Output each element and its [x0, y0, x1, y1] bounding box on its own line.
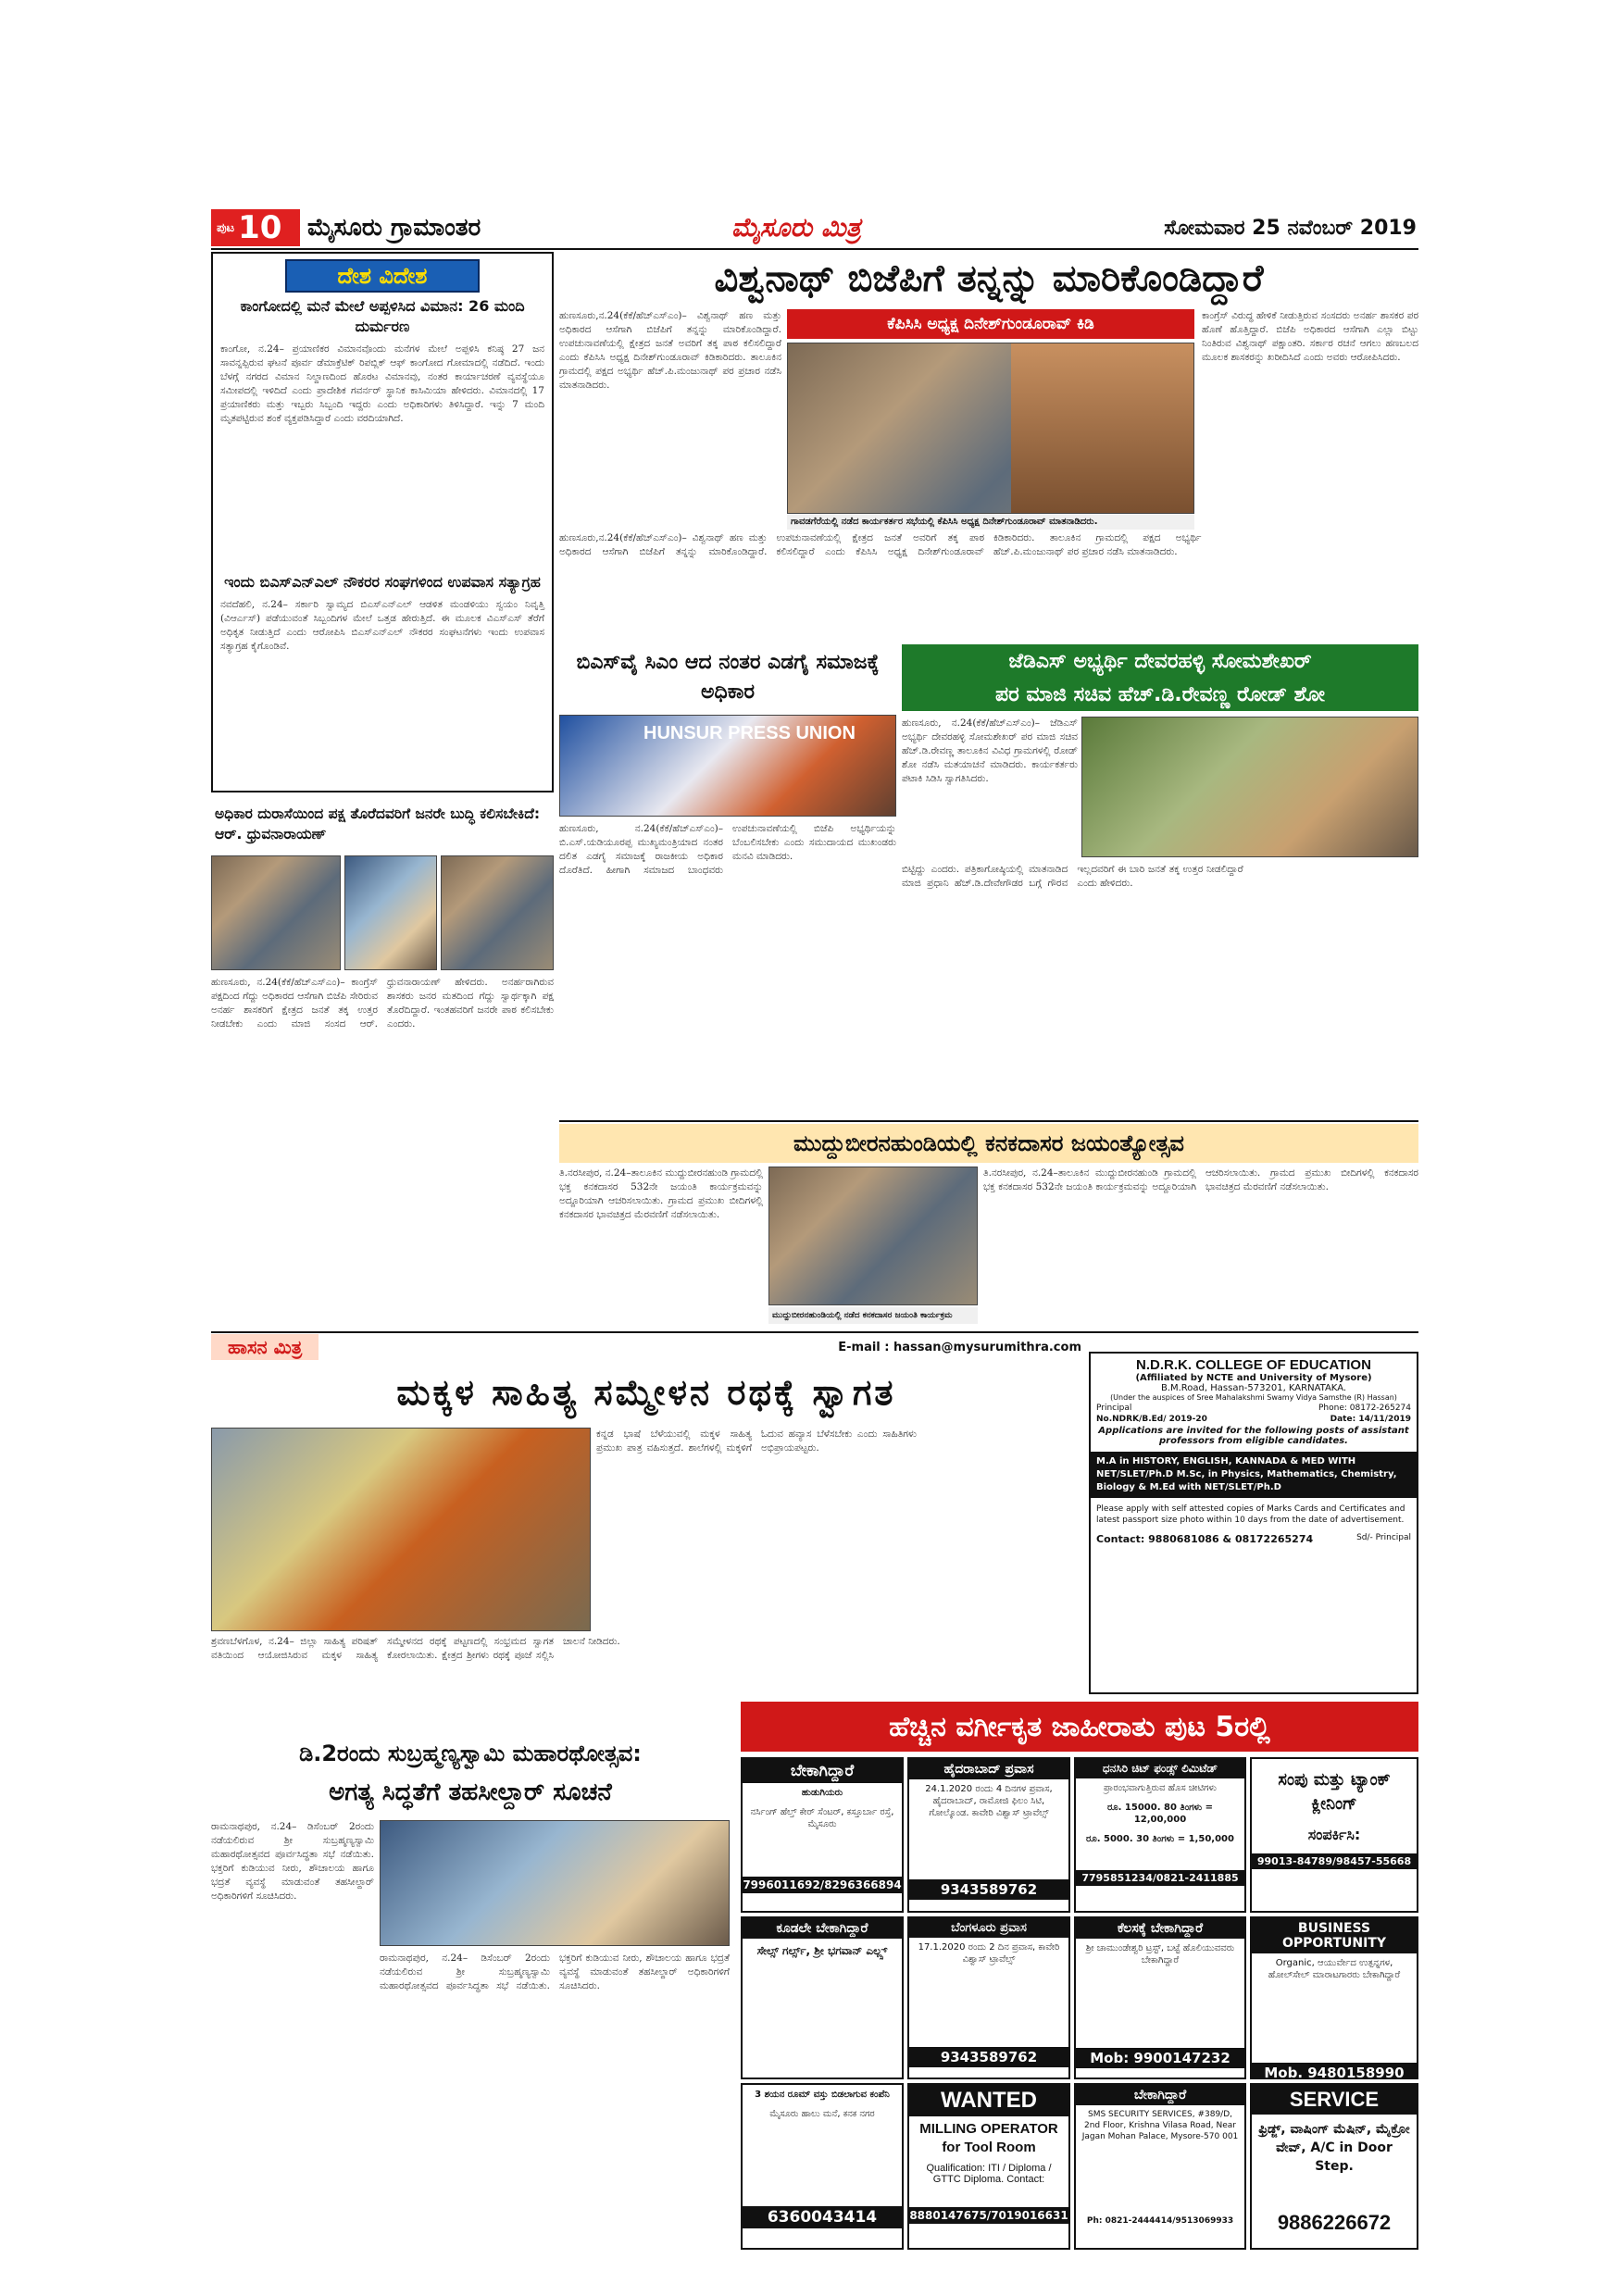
college-date: Date: 14/11/2019: [1330, 1415, 1411, 1424]
college-instruction: Please apply with self attested copies of Marks Cards and Certificates and latest passport size photo within 10 days from the date of advertisement.: [1096, 1504, 1405, 1525]
classified-5-head: ಕೂಡಲೇ ಬೇಕಾಗಿದ್ದಾರೆ: [743, 1918, 902, 1939]
hassan-email: E-mail : hassan@mysurumithra.com: [838, 1340, 1081, 1354]
classified-10-head: WANTED: [909, 2085, 1068, 2116]
date-line: ಸೋಮವಾರ 25 ನವೆಂಬರ್ 2019: [1164, 216, 1417, 240]
subrahmanya-body: ರಾಮನಾಥಪುರ, ನ.24– ಡಿಸೆಂಬರ್ 2ರಂದು ನಡೆಯಲಿರುವ ಶ್ರೀ ಸುಬ್ರಹ್ಮಣ್ಯಸ್ವಾಮಿ ಮಹಾರಥೋತ್ಸವದ ಪೂರ್ವಸಿದ್ಧತಾ ಸಭೆ ನಡೆಯಿತು. ಭಕ್ತರಿಗೆ ಕುಡಿಯುವ ನೀರು, ಶೌಚಾಲಯ ಹಾಗೂ ಭದ್ರತೆ ವ್ಯವಸ್ಥೆ ಮಾಡುವಂತೆ ತಹಸೀಲ್ದಾರ್ ಅಧಿಕಾರಿಗಳಿಗೆ ಸೂಚಿಸಿದರು.: [211, 1821, 374, 1902]
classified-10: [907, 2083, 1070, 2250]
kanakadasa-headline: ಮುದ್ದುಬೀರನಹುಂಡಿಯಲ್ಲಿ ಕನಕದಾಸರ ಜಯಂತ್ಯೋತ್ಸವ: [559, 1124, 1418, 1163]
classified-12-phone: 9886226672: [1277, 2211, 1392, 2234]
bsy-photo-text: HUNSUR PRESS UNION: [643, 723, 856, 743]
header-rule: [211, 248, 1418, 250]
classified-2: [907, 1757, 1070, 1913]
kanakadasa-body-continued: ತಿ.ನರಸೀಪುರ, ನ.24–ತಾಲೂಕಿನ ಮುದ್ದುಬೀರನಹುಂಡಿ ಗ್ರಾಮದಲ್ಲಿ ಭಕ್ತ ಕನಕದಾಸರ 532ನೇ ಜಯಂತಿ ಕಾರ್ಯಕ್ರಮವನ್ನು ಅದ್ದೂರಿಯಾಗಿ ಆಚರಿಸಲಾಯಿತು. ಗ್ರಾಮದ ಪ್ರಮುಖ ಬೀದಿಗಳಲ್ಲಿ ಕನಕದಾಸರ ಭಾವಚಿತ್ರದ ಮೆರವಣಿಗೆ ನಡೆಸಲಾಯಿತು.: [983, 1167, 1418, 1192]
revanna-photo: [1081, 717, 1418, 857]
classified-2-phone: 9343589762: [909, 1879, 1068, 1900]
revanna-headline-line2: ಪರ ಮಾಜಿ ಸಚಿವ ಹೆಚ್.ಡಿ.ರೇವಣ್ಣ ರೋಡ್ ಶೋ: [995, 682, 1325, 706]
classified-3: [1074, 1757, 1246, 1913]
plane-crash-body: ಕಾಂಗೋ, ನ.24– ಪ್ರಯಾಣಿಕರ ವಿಮಾನವೊಂದು ಮನೆಗಳ ಮೇಲೆ ಅಪ್ಪಳಿಸಿ ಕನಿಷ್ಠ 27 ಜನ ಸಾವನ್ನಪ್ಪಿರುವ ಘಟನೆ ಪೂರ್ವ ಡೆಮಾಕ್ರೆಟಿಕ್ ರಿಪಬ್ಲಿಕ್ ಆಫ್ ಕಾಂಗೋದ ಗೋಮಾದಲ್ಲಿ ನಡೆದಿದೆ. ಇಂದು ಬೆಳಗ್ಗೆ ನಗರದ ವಿಮಾನ ನಿಲ್ದಾಣದಿಂದ ಹೊರಟ ವಿಮಾನವು, ನಂತರ ಕಾರ್ಯಾಚರಣೆ ವ್ಯವಸ್ಥೆಯೂ ಸಮೀಪದಲ್ಲಿ ಇಳಿದಿದೆ ಎಂದು ಪ್ರಾದೇಶಿಕ ಗವರ್ನರ್ ಸ್ಥಾನಿಕ ಕಾಸಿಮಿಯಾ ಹೇಳಿದರು. ವಿಮಾನದಲ್ಲಿ 17 ಪ್ರಯಾಣಿಕರು ಮತ್ತು ಇಬ್ಬರು ಸಿಬ್ಬಂದಿ ಇದ್ದರು ಎಂದು ಅಧಿಕಾರಿಗಳು ತಿಳಿಸಿದ್ದಾರೆ. ಇನ್ನು 7 ಮಂದಿ ಮೃತಪಟ್ಟಿರುವ ಶಂಕೆ ವ್ಯಕ್ತಪಡಿಸಿದ್ದಾರೆ ಎಂದು ವರದಿಯಾಗಿದೆ.: [220, 343, 544, 424]
classified-4-head: ಸಂಪು ಮತ್ತು ಟ್ಯಾಂಕ್ ಕ್ಲೀನಿಂಗ್: [1278, 1770, 1391, 1814]
classified-12-body: ಫ್ರಿಡ್ಜ್, ವಾಷಿಂಗ್ ಮೆಷಿನ್, ಮೈಕ್ರೋ ವೇವ್, A/C in Door Step.: [1258, 2122, 1410, 2174]
classified-4-sub: ಸಂಪರ್ಕಿಸಿ:: [1307, 1826, 1361, 1843]
page-number-box: [211, 209, 300, 246]
revanna-headline-line1: ಜೆಡಿಎಸ್ ಅಭ್ಯರ್ಥಿ ದೇವರಹಳ್ಳಿ ಸೋಮಶೇಖರ್: [1008, 649, 1312, 673]
college-contact: Contact: 9880681086 & 08172265274: [1096, 1533, 1314, 1545]
bsy-headline: ಬಿಎಸ್‌ವೈ ಸಿಎಂ ಆದ ನಂತರ ಎಡಗೈ ಸಮಾಜಕ್ಕೆ ಅಧಿಕಾರ: [576, 651, 880, 704]
college-qualification: M.A in HISTORY, ENGLISH, KANNADA & MED WITH NET/SLET/Ph.D M.Sc, in Physics, Mathematics, Chemistry, Biology & M.Ed with NET/SLET/Ph.D: [1091, 1452, 1417, 1498]
classified-10-phone: 8880147675/7019016631: [909, 2209, 1068, 2222]
subrahmanya-body-continued: ರಾಮನಾಥಪುರ, ನ.24– ಡಿಸೆಂಬರ್ 2ರಂದು ನಡೆಯಲಿರುವ ಶ್ರೀ ಸುಬ್ರಹ್ಮಣ್ಯಸ್ವಾಮಿ ಮಹಾರಥೋತ್ಸವದ ಪೂರ್ವಸಿದ್ಧತಾ ಸಭೆ ನಡೆಯಿತು. ಭಕ್ತರಿಗೆ ಕುಡಿಯುವ ನೀರು, ಶೌಚಾಲಯ ಹಾಗೂ ಭದ್ರತೆ ವ್ಯವಸ್ಥೆ ಮಾಡುವಂತೆ ತಹಸೀಲ್ದಾರ್ ಅಧಿಕಾರಿಗಳಿಗೆ ಸೂಚಿಸಿದರು.: [380, 1953, 730, 1991]
classified-8-head: BUSINESS OPPORTUNITY: [1252, 1918, 1417, 1953]
lead-body-left: ಹುಣಸೂರು,ನ.24(ಕೆಕೆ/ಹೆಚ್‌ಎಸ್‌ಎಂ)– ವಿಶ್ವನಾಥ್ ಹಣ ಮತ್ತು ಅಧಿಕಾರದ ಆಸೆಗಾಗಿ ಬಿಜೆಪಿಗೆ ತನ್ನನ್ನು ಮಾರಿಕೊಂಡಿದ್ದಾರೆ. ಉಪಚುನಾವಣೆಯಲ್ಲಿ ಕ್ಷೇತ್ರದ ಜನತೆ ಅವರಿಗೆ ತಕ್ಕ ಪಾಠ ಕಲಿಸಲಿದ್ದಾರೆ ಎಂದು ಕೆಪಿಸಿಸಿ ಅಧ್ಯಕ್ಷ ದಿನೇಶ್‌ಗುಂಡೂರಾವ್ ಕಿಡಿಕಾರಿದರು. ತಾಲೂಕಿನ ಗ್ರಾಮದಲ್ಲಿ ಪಕ್ಷದ ಅಭ್ಯರ್ಥಿ ಹೆಚ್.ಪಿ.ಮಂಜುನಾಥ್ ಪರ ಪ್ರಚಾರ ನಡೆಸಿ ಮಾತನಾಡಿದರು.: [559, 310, 781, 391]
college-sign: Sd/- Principal: [1356, 1533, 1411, 1542]
classified-7-body: ಶ್ರೀ ಚಾಮುಂಡೇಶ್ವರಿ ಟ್ರಸ್ಟ್, ಬಟ್ಟೆ ಹೊಲಿಯುವವರು ಬೇಕಾಗಿದ್ದಾರೆ: [1085, 1943, 1235, 1965]
revanna-headline-box: [902, 644, 1418, 711]
classified-12: [1250, 2083, 1418, 2250]
masthead: ಮೈಸೂರು ಮಿತ್ರ: [731, 212, 861, 243]
classified-4-phone: 99013-84789/98457-55668: [1252, 1853, 1417, 1869]
classified-11-body: SMS SECURITY SERVICES, #389/D, 2nd Floor, Krishna Vilasa Road, Near Jagan Mohan Palace, Mysore-570 001: [1081, 2110, 1239, 2141]
hassan-banner-bar: [211, 1335, 1081, 1359]
desha-videsha-banner: ದೇಶ ವಿದೇಶ: [285, 259, 480, 293]
classified-11: [1074, 2083, 1246, 2250]
classified-6-phone: 9343589762: [909, 2047, 1068, 2067]
classified-banner: ಹೆಚ್ಚಿನ ವರ್ಗೀಕೃತ ಜಾಹೀರಾತು ಪುಟ 5ರಲ್ಲಿ: [741, 1702, 1418, 1752]
college-address: B.M.Road, Hassan-573201, KARNATAKA.: [1160, 1383, 1347, 1393]
classified-6-head: ಬೆಂಗಳೂರು ಪ್ರವಾಸ: [909, 1918, 1068, 1938]
lead-kicker: ಕೆಪಿಸಿಸಿ ಅಧ್ಯಕ್ಷ ದಿನೇಶ್‌ಗುಂಡೂರಾವ್ ಕಿಡಿ: [787, 309, 1194, 339]
bsnl-headline: ಇಂದು ಬಿಎಸ್ಎನ್ಎಲ್ ನೌಕರರ ಸಂಘಗಳಿಂದ ಉಪವಾಸ ಸತ್ಯಾಗ್ರಹ: [224, 573, 541, 591]
kanakadasa-body: ತಿ.ನರಸೀಪುರ, ನ.24–ತಾಲೂಕಿನ ಮುದ್ದುಬೀರನಹುಂಡಿ ಗ್ರಾಮದಲ್ಲಿ ಭಕ್ತ ಕನಕದಾಸರ 532ನೇ ಜಯಂತಿ ಕಾರ್ಯಕ್ರಮವನ್ನು ಅದ್ದೂರಿಯಾಗಿ ಆಚರಿಸಲಾಯಿತು. ಗ್ರಾಮದ ಪ್ರಮುಖ ಬೀದಿಗಳಲ್ಲಿ ಕನಕದಾಸರ ಭಾವಚಿತ್ರದ ಮೆರವಣಿಗೆ ನಡೆಸಲಾಯಿತು.: [559, 1167, 763, 1220]
hassan-banner: ಹಾಸನ ಮಿತ್ರ: [211, 1334, 319, 1360]
lead-headline: ವಿಶ್ವನಾಥ್ ಬಿಜೆಪಿಗೆ ತನ್ನನ್ನು ಮಾರಿಕೊಂಡಿದ್ದಾರೆ: [714, 257, 1264, 300]
desha-videsha-box: [211, 252, 554, 792]
dhruvanarayan-photo-2: [344, 855, 437, 970]
classified-5: [741, 1916, 904, 2079]
subrahmanya-headline-line2: ಅಗತ್ಯ ಸಿದ್ಧತೆಗೆ ತಹಸೀಲ್ದಾರ್ ಸೂಚನೆ: [329, 1778, 612, 1806]
hassan-rule: [211, 1331, 1418, 1333]
classified-6-body: 17.1.2020 ರಂದು 2 ದಿನ ಪ್ರವಾಸ, ಕಾವೇರಿ ವಿಶ್ವಾಸ್ ಟ್ರಾವೆಲ್ಸ್: [918, 1942, 1060, 1965]
classified-1-phone: 7996011692/8296366894: [743, 1878, 902, 1891]
classified-7-phone: Mob: 9900147232: [1076, 2048, 1244, 2068]
lead-photo-caption: ಗಾವಡಗೆರೆಯಲ್ಲಿ ನಡೆದ ಕಾರ್ಯಕರ್ತರ ಸಭೆಯಲ್ಲಿ ಕೆಪಿಸಿಸಿ ಅಧ್ಯಕ್ಷ ದಿನೇಶ್‌ಗುಂಡೂರಾವ್ ಮಾತನಾಡಿದರು.: [787, 515, 1194, 530]
classified-10-body: Qualification: ITI / Diploma / GTTC Diploma. Contact:: [926, 2163, 1052, 2185]
kanakadasa-photo: [768, 1167, 978, 1305]
classified-2-body: 24.1.2020 ರಂದು 4 ದಿನಗಳ ಪ್ರವಾಸ, ಹೈದರಾಬಾದ್, ರಾಮೋಜಿ ಫಿಲಂ ಸಿಟಿ, ಗೋಲ್ಕೊಂಡ. ಕಾವೇರಿ ವಿಶ್ವಾಸ್ ಟ್ರಾವೆಲ್ಸ್: [925, 1784, 1053, 1818]
classified-11-phone: Ph: 0821-2444414/9513069933: [1086, 2216, 1234, 2226]
revanna-body-continued: ಬಿಟ್ಟಿದ್ದು ಎಂದರು. ಪತ್ರಿಕಾಗೋಷ್ಠಿಯಲ್ಲಿ ಮಾತನಾಡಿದ ಮಾಜಿ ಪ್ರಧಾನಿ ಹೆಚ್.ಡಿ.ದೇವೇಗೌಡರ ಬಗ್ಗೆ ಗೌರವ ಇಲ್ಲದವರಿಗೆ ಈ ಬಾರಿ ಜನತೆ ತಕ್ಕ ಉತ್ತರ ನೀಡಲಿದ್ದಾರೆ ಎಂದು ಹೇಳಿದರು.: [902, 864, 1243, 889]
dhruvanarayan-headline: ಅಧಿಕಾರ ದುರಾಸೆಯಿಂದ ಪಕ್ಷ ತೊರೆದವರಿಗೆ ಜನರೇ ಬುದ್ಧಿ ಕಲಿಸಬೇಕಿದೆ: ಆರ್. ಧ್ರುವನಾರಾಯಣ್: [215, 805, 541, 842]
classified-6: [907, 1916, 1070, 2079]
page-label: ಪುಟ: [217, 220, 235, 235]
classified-1-head: ಬೇಕಾಗಿದ್ದಾರೆ: [743, 1759, 902, 1783]
classified-12-head: SERVICE: [1252, 2085, 1417, 2115]
college-principal: Principal: [1096, 1404, 1132, 1413]
kanakadasa-photo-caption: ಮುದ್ದುಬೀರನಹುಂಡಿಯಲ್ಲಿ ನಡೆದ ಕನಕದಾಸರ ಜಯಂತಿ ಕಾರ್ಯಕ್ರಮ: [768, 1307, 978, 1324]
classified-2-head: ಹೈದರಾಬಾದ್ ಪ್ರವಾಸ: [909, 1759, 1068, 1779]
lead-photo: [787, 343, 1194, 514]
dhruvanarayan-photo-1: [211, 855, 341, 970]
classified-9-body: ಮೈಸೂರು ಹಾಲು ಮನೆ, ಕನಕ ನಗರ: [769, 2109, 875, 2119]
classified-3-head: ಧನಸಿರಿ ಚಿಟ್ ಫಂಡ್ಸ್ ಲಿಮಿಟೆಡ್: [1076, 1759, 1244, 1778]
revanna-body: ಹುಣಸೂರು, ನ.24(ಕೆಕೆ/ಹೆಚ್‌ಎಸ್‌ಎಂ)– ಜೆಡಿಎಸ್ ಅಭ್ಯರ್ಥಿ ದೇವರಹಳ್ಳಿ ಸೋಮಶೇಖರ್ ಪರ ಮಾಜಿ ಸಚಿವ ಹೆಚ್.ಡಿ.ರೇವಣ್ಣ ತಾಲೂಕಿನ ವಿವಿಧ ಗ್ರಾಮಗಳಲ್ಲಿ ರೋಡ್ ಶೋ ನಡೆಸಿ ಮತಯಾಚನೆ ಮಾಡಿದರು. ಕಾರ್ಯಕರ್ತರು ಪಟಾಕಿ ಸಿಡಿಸಿ ಸ್ವಾಗತಿಸಿದರು.: [902, 718, 1078, 784]
hassan-photo: [211, 1428, 591, 1631]
plane-crash-headline: ಕಾಂಗೋದಲ್ಲಿ ಮನೆ ಮೇಲೆ ಅಪ್ಪಳಿಸಿದ ವಿಮಾನ: 26 ಮಂದಿ ದುರ್ಮರಣ: [240, 297, 525, 335]
classified-1: [741, 1757, 904, 1913]
classified-4: [1250, 1757, 1418, 1913]
hassan-body-right: ಕನ್ನಡ ಭಾಷೆ ಬೆಳೆಯುವಲ್ಲಿ ಮಕ್ಕಳ ಸಾಹಿತ್ಯ ಪ್ರಮುಖ ಪಾತ್ರ ವಹಿಸುತ್ತದೆ. ಶಾಲೆಗಳಲ್ಲಿ ಮಕ್ಕಳಿಗೆ ಓದುವ ಹವ್ಯಾಸ ಬೆಳೆಸಬೇಕು ಎಂದು ಸಾಹಿತಿಗಳು ಅಭಿಪ್ರಾಯಪಟ್ಟರು.: [596, 1429, 917, 1454]
section-name: ಮೈಸೂರು ಗ್ರಾಮಾಂತರ: [307, 213, 481, 242]
college-trust: (Under the auspices of Sree Mahalakshmi Swamy Vidya Samsthe (R) Hassan): [1110, 1393, 1397, 1402]
hassan-headline: ಮಕ್ಕಳ ಸಾಹಿತ್ಯ ಸಮ್ಮೇಳನ ರಥಕ್ಕೆ ಸ್ವಾಗತ: [396, 1371, 896, 1413]
classified-10-sub: MILLING OPERATOR for Tool Room: [919, 2121, 1058, 2155]
classified-9-phone: 6360043414: [743, 2206, 902, 2228]
bsy-body: ಹುಣಸೂರು, ನ.24(ಕೆಕೆ/ಹೆಚ್‌ಎಸ್‌ಎಂ)– ಬಿ.ಎಸ್.ಯಡಿಯೂರಪ್ಪ ಮುಖ್ಯಮಂತ್ರಿಯಾದ ನಂತರ ದಲಿತ ಎಡಗೈ ಸಮಾಜಕ್ಕೆ ರಾಜಕೀಯ ಅಧಿಕಾರ ದೊರೆತಿದೆ. ಹೀಗಾಗಿ ಸಮಾಜದ ಬಾಂಧವರು ಉಪಚುನಾವಣೆಯಲ್ಲಿ ಬಿಜೆಪಿ ಅಭ್ಯರ್ಥಿಯನ್ನು ಬೆಂಬಲಿಸಬೇಕು ಎಂದು ಸಮುದಾಯದ ಮುಖಂಡರು ಮನವಿ ಮಾಡಿದರು.: [559, 823, 896, 876]
lead-body-right: ಕಾಂಗ್ರೆಸ್ ವಿರುದ್ಧ ಹೇಳಿಕೆ ನೀಡುತ್ತಿರುವ ಸಂಸದರು ಅನರ್ಹ ಶಾಸಕರ ಪರ ಹೊಣೆ ಹೊತ್ತಿದ್ದಾರೆ. ಬಿಜೆಪಿ ಅಧಿಕಾರದ ಆಸೆಗಾಗಿ ಎಲ್ಲಾ ಬಿಟ್ಟು ನಿಂತಿರುವ ವಿಶ್ವನಾಥ್ ಪಕ್ಷಾಂತರಿ. ಸರ್ಕಾರ ರಚನೆ ಆಗಲು ಹಣಬಲದ ಮೂಲಕ ಶಾಸಕರನ್ನು ಖರೀದಿಸಿದೆ ಎಂದು ಅವರು ಆರೋಪಿಸಿದರು.: [1202, 310, 1418, 363]
classified-1-body: ನರ್ಸಿಂಗ್ ಹೆಲ್ತ್ ಕೇರ್ ಸೆಂಟರ್, ಕಸ್ತೂರ್ಬಾ ರಸ್ತೆ, ಮೈಸೂರು: [750, 1807, 894, 1829]
classified-8-phone: Mob. 9480158990: [1252, 2063, 1417, 2079]
college-title: N.D.R.K. COLLEGE OF EDUCATION: [1136, 1357, 1371, 1373]
classified-7: [1074, 1916, 1246, 2079]
subrahmanya-photo: [380, 1820, 730, 1946]
college-ad: [1089, 1352, 1418, 1694]
classified-9-head: 3 ಶಯನ ರೂಮ್ ವಸ್ತು ಬಿಡಲಾಗುವ ಕಂಪೆನಿ: [755, 2090, 890, 2100]
page-number: 10: [238, 209, 282, 246]
classified-5-body: ಸೇಲ್ಸ್ ಗರ್ಲ್ಸ್, ಶ್ರೀ ಭಗವಾನ್ ಎಲ್ಲ್ಸ್: [756, 1944, 888, 1957]
college-ref: No.NDRK/B.Ed/ 2019-20: [1096, 1415, 1207, 1424]
classified-9: [741, 2083, 904, 2250]
college-affiliation: (Affiliated by NCTE and University of Mysore): [1135, 1373, 1372, 1383]
classified-3-line1: ರೂ. 15000. 80 ತಿಂಗಳು = 12,00,000: [1106, 1803, 1214, 1825]
college-applications: Applications are invited for the following posts of assistant professors from eligible candidates.: [1098, 1426, 1409, 1446]
dhruvanarayan-photo-3: [441, 855, 554, 970]
kanakadasa-rule: [559, 1120, 1418, 1122]
bsnl-body: ನವದೆಹಲಿ, ನ.24– ಸರ್ಕಾರಿ ಸ್ವಾಮ್ಯದ ಬಿಎಸ್ಎನ್ಎಲ್ ಆಡಳಿತ ಮಂಡಳಿಯು ಸ್ವಯಂ ನಿವೃತ್ತಿ (ವಿಆರ್ಎಸ್) ಪಡೆಯುವಂತೆ ಸಿಬ್ಬಂದಿಗಳ ಮೇಲೆ ಒತ್ತಡ ಹೇರುತ್ತಿದೆ. ಈ ಮೂಲಕ ವಿಎಸ್ಎಸ್ ತೆರೆಗೆ ಅಧಿಕೃತ ನೀಡುತ್ತಿದೆ ಎಂದು ಆರೋಪಿಸಿ ಬಿಎಸ್ಎನ್ಎಲ್ ನೌಕರರ ಸಂಘಟನೆಗಳು ಇಂದು ಉಪವಾಸ ಸತ್ಯಾಗ್ರಹ ಕೈಗೊಂಡಿವೆ.: [220, 599, 544, 652]
classified-8-body: Organic, ಆಯುರ್ವೇದ ಉತ್ಪನ್ನಗಳ, ಹೋಲ್‌ಸೇಲ್ ಮಾರಾಟಗಾರರು ಬೇಕಾಗಿದ್ದಾರೆ: [1268, 1958, 1401, 1980]
bsy-photo: [559, 715, 896, 817]
classified-11-head: ಬೇಕಾಗಿದ್ದಾರೆ: [1076, 2085, 1244, 2105]
classified-1-sub: ಹುಡುಗಿಯರು: [801, 1788, 843, 1798]
classified-3-sub: ಪ್ರಾರಂಭವಾಗುತ್ತಿರುವ ಹೊಸ ಚೀಟಿಗಳು: [1103, 1783, 1218, 1793]
hassan-body-left: ಶ್ರವಣಬೆಳಗೊಳ, ನ.24– ಜಿಲ್ಲಾ ಸಾಹಿತ್ಯ ಪರಿಷತ್ ವತಿಯಿಂದ ಆಯೋಜಿಸಿರುವ ಮಕ್ಕಳ ಸಾಹಿತ್ಯ ಸಮ್ಮೇಳನದ ರಥಕ್ಕೆ ಪಟ್ಟಣದಲ್ಲಿ ಸಂಭ್ರಮದ ಸ್ವಾಗತ ಕೋರಲಾಯಿತು. ಕ್ಷೇತ್ರದ ಶ್ರೀಗಳು ರಥಕ್ಕೆ ಪೂಜೆ ಸಲ್ಲಿಸಿ ಚಾಲನೆ ನೀಡಿದರು.: [211, 1636, 620, 1661]
classified-3-line2: ರೂ. 5000. 30 ತಿಂಗಳು = 1,50,000: [1086, 1834, 1234, 1844]
classified-7-head: ಕೆಲಸಕ್ಕೆ ಬೇಕಾಗಿದ್ದಾರೆ: [1076, 1918, 1244, 1939]
dhruvanarayan-body: ಹುಣಸೂರು, ನ.24(ಕೆಕೆ/ಹೆಚ್‌ಎಸ್‌ಎಂ)– ಕಾಂಗ್ರೆಸ್ ಪಕ್ಷದಿಂದ ಗೆದ್ದು ಅಧಿಕಾರದ ಆಸೆಗಾಗಿ ಬಿಜೆಪಿ ಸೇರಿರುವ ಅನರ್ಹ ಶಾಸಕರಿಗೆ ಕ್ಷೇತ್ರದ ಜನತೆ ತಕ್ಕ ಉತ್ತರ ನೀಡಬೇಕು ಎಂದು ಮಾಜಿ ಸಂಸದ ಆರ್. ಧ್ರುವನಾರಾಯಣ್ ಹೇಳಿದರು. ಅನರ್ಹರಾಗಿರುವ ಶಾಸಕರು ಜನರ ಮತದಿಂದ ಗೆದ್ದು ಸ್ವಾರ್ಥಕ್ಕಾಗಿ ಪಕ್ಷ ತೊರೆದಿದ್ದಾರೆ. ಇಂತಹವರಿಗೆ ಜನರೇ ಪಾಠ ಕಲಿಸಬೇಕು ಎಂದರು.: [211, 977, 554, 1029]
subrahmanya-headline-line1: ಡಿ.2ರಂದು ಸುಬ್ರಹ್ಮಣ್ಯಸ್ವಾಮಿ ಮಹಾರಥೋತ್ಸವ:: [299, 1741, 642, 1766]
lead-body-continued: ಹುಣಸೂರು,ನ.24(ಕೆಕೆ/ಹೆಚ್‌ಎಸ್‌ಎಂ)– ವಿಶ್ವನಾಥ್ ಹಣ ಮತ್ತು ಅಧಿಕಾರದ ಆಸೆಗಾಗಿ ಬಿಜೆಪಿಗೆ ತನ್ನನ್ನು ಮಾರಿಕೊಂಡಿದ್ದಾರೆ. ಉಪಚುನಾವಣೆಯಲ್ಲಿ ಕ್ಷೇತ್ರದ ಜನತೆ ಅವರಿಗೆ ತಕ್ಕ ಪಾಠ ಕಲಿಸಲಿದ್ದಾರೆ ಎಂದು ಕೆಪಿಸಿಸಿ ಅಧ್ಯಕ್ಷ ದಿನೇಶ್‌ಗುಂಡೂರಾವ್ ಕಿಡಿಕಾರಿದರು. ತಾಲೂಕಿನ ಗ್ರಾಮದಲ್ಲಿ ಪಕ್ಷದ ಅಭ್ಯರ್ಥಿ ಹೆಚ್.ಪಿ.ಮಂಜುನಾಥ್ ಪರ ಪ್ರಚಾರ ನಡೆಸಿ ಮಾತನಾಡಿದರು.: [559, 532, 1202, 557]
college-phone: Phone: 08172-265274: [1318, 1404, 1411, 1413]
classified-8: [1250, 1916, 1418, 2079]
classified-3-phone: 7795851234/0821-2411885: [1076, 1870, 1244, 1886]
